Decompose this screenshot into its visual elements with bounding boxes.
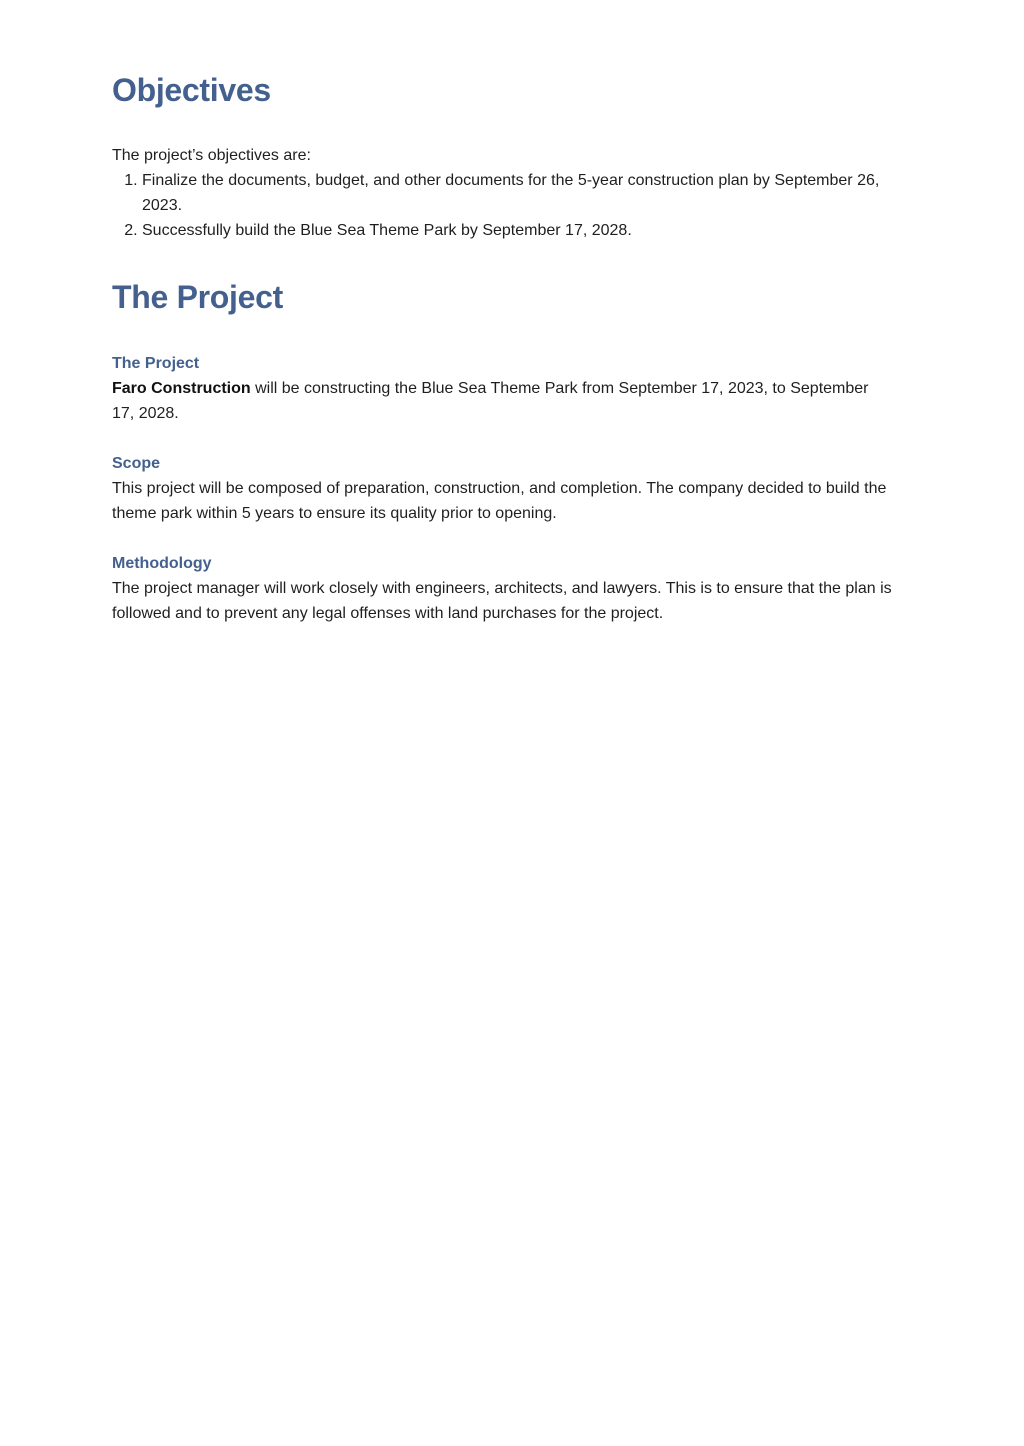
objectives-list [112,168,892,243]
objectives-heading: Objectives [112,72,271,108]
methodology-paragraph: The project manager will work closely with engineers, architects, and lawyers. This is to ensure that the plan is followed and to prevent any legal offenses with land purchases for the project. [112,580,892,622]
methodology-subheading: Methodology [112,555,212,572]
scope-paragraph: This project will be composed of preparation, construction, and completion. The company decided to build the theme park within 5 years to ensure its quality prior to opening. [112,480,887,522]
objective-item-2: 2. Successfully build the Blue Sea Theme Park by September 17, 2028. [142,218,892,243]
scope-subheading: Scope [112,455,161,472]
objectives-intro: The project’s objectives are: [112,147,311,164]
project-heading: The Project [112,279,283,315]
company-name: Faro Construction [112,380,251,397]
project-paragraph [112,376,892,426]
project-subheading: The Project [112,355,200,372]
objective-item-1: 1. Finalize the documents, budget, and other documents for the 5-year construction plan by September 26, 2023. [142,168,892,218]
project-body: will be constructing the Blue Sea Theme Park from September 17, 2023, to September 17, 2028. [112,380,869,422]
